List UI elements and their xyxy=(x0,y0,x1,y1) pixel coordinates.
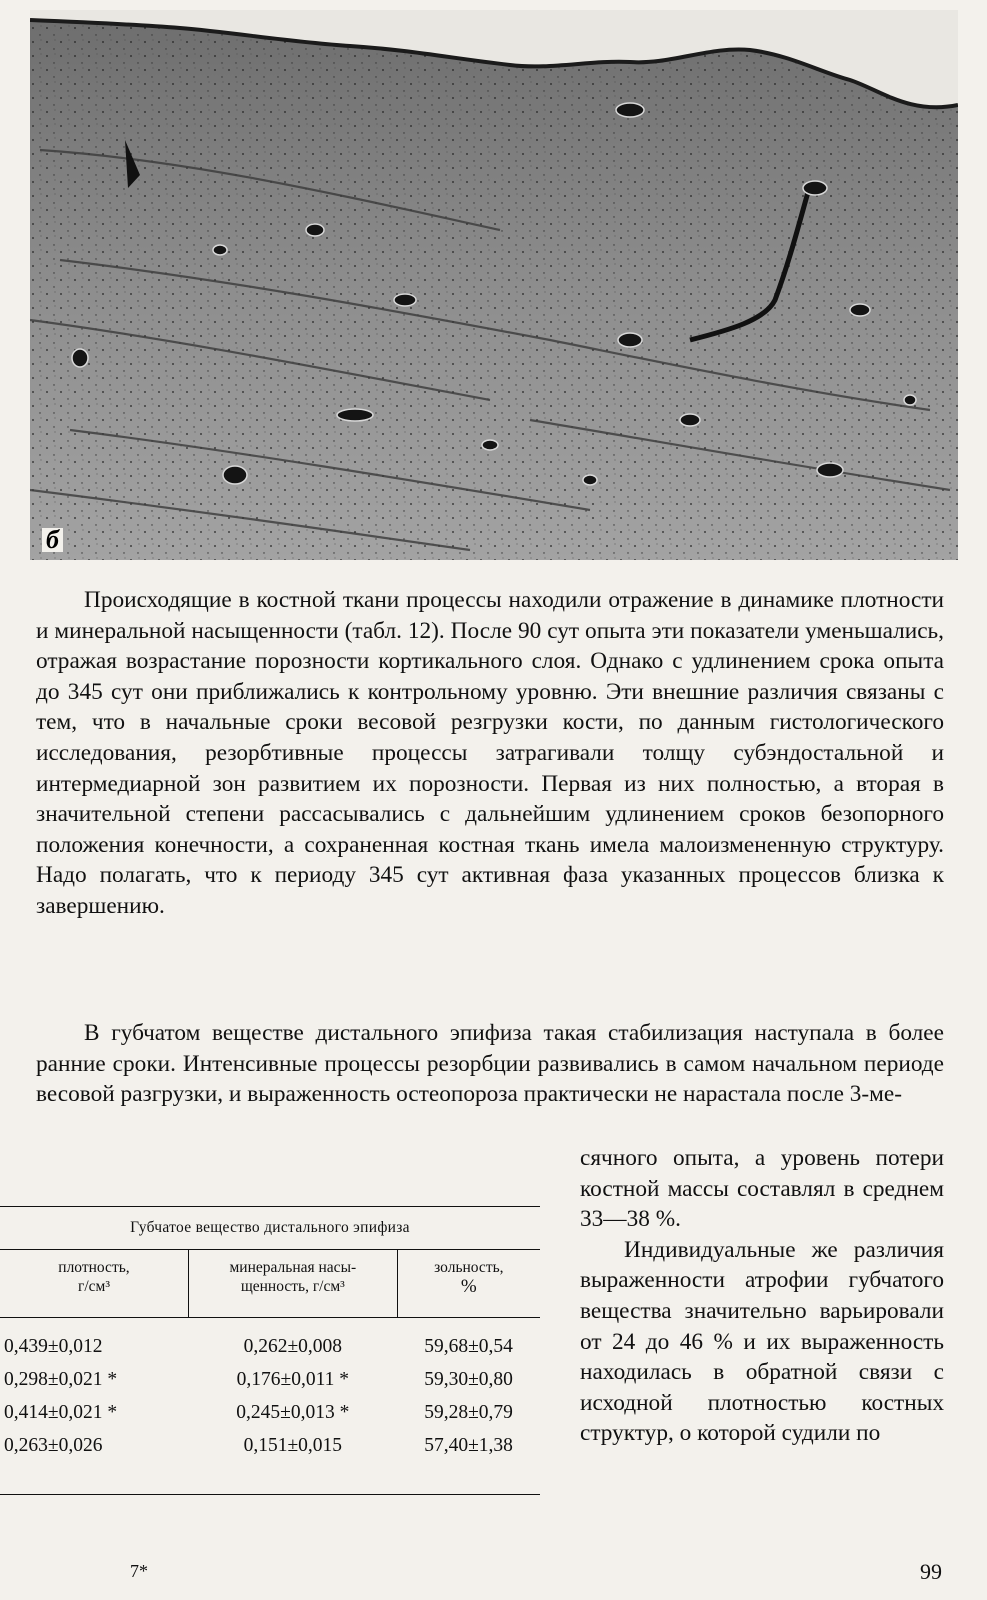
table-row xyxy=(0,1429,540,1462)
header-ash-content xyxy=(397,1250,540,1318)
signature-mark: 7* xyxy=(130,1561,148,1581)
header-unit: г/см³ xyxy=(77,1278,110,1295)
table-cell: 0,414±0,021 * xyxy=(4,1401,118,1423)
paragraph-4: Индивидуальные же различия выраженности атрофии губчатого вещества значительно варьировали от 24 до 46 % и их выраженность находилась в обратной связи с исходной плотностью костных структур, о которой судили по xyxy=(580,1236,944,1447)
header-line: зольность, xyxy=(434,1259,504,1276)
table-row xyxy=(0,1363,540,1396)
table-cell: 57,40±1,38 xyxy=(424,1434,513,1456)
table-cell: 0,245±0,013 * xyxy=(236,1401,350,1423)
figure-label: б xyxy=(42,528,63,552)
side-column xyxy=(580,1143,944,1449)
table-cell: 59,68±0,54 xyxy=(424,1335,513,1357)
header-line: минеральная насы- xyxy=(229,1259,357,1276)
table-row xyxy=(0,1330,540,1363)
table-cell: 0,439±0,012 xyxy=(4,1335,103,1357)
header-density xyxy=(0,1250,188,1318)
bone-tissue-micrograph xyxy=(30,10,958,560)
table-cell: 0,151±0,015 xyxy=(243,1434,343,1456)
table-cell: 0,262±0,008 xyxy=(243,1335,343,1357)
table-cell: 0,263±0,026 xyxy=(4,1434,103,1456)
data-table xyxy=(0,1206,540,1495)
table-row xyxy=(0,1396,540,1429)
header-unit: % xyxy=(460,1276,477,1297)
paragraph-2: В губчатом веществе дистального эпифиза такая стабилизация наступала в более ранние сроки. Интенсивные процессы резорбции развивались в самом начальном периоде весовой разгрузки, и выраженность остеопороза практически не нарастала после 3-ме- xyxy=(36,1020,944,1108)
table-cell: 59,30±0,80 xyxy=(424,1368,513,1390)
table-cell: 0,298±0,021 * xyxy=(4,1368,118,1390)
header-mineral-saturation xyxy=(188,1250,397,1318)
paragraph-1: Происходящие в костной ткани процессы находили отражение в динамике плотности и минеральной насыщенности (табл. 12). После 90 сут опыта эти показатели уменьшались, отражая возрастание порозности кортикального слоя. Однако с удлинением срока опыта до 345 сут они приближались к контрольному уровню. Эти внешние различия связаны с тем, что в начальные сроки весовой резгрузки кости, по данным гистологического исследования, резорбтивные процессы затрагивали толщу субэндостальной и интермедиарной зон развитием их порозности. Первая из них полностью, а вторая в значительной степени рассасывались с дальнейшим удлинением сроков безопорного положения конечности, а сохраненная костная ткань имела малоизмененную структуру. Надо полагать, что к периоду 345 сут активная фаза указанных процессов близка к завершению. xyxy=(36,587,944,919)
header-line: плотность, xyxy=(58,1259,130,1276)
table-cell: 0,176±0,011 * xyxy=(236,1368,349,1390)
paragraph-3: сячного опыта, а уровень потери костной массы составлял в среднем 33—38 %. xyxy=(580,1145,944,1233)
header-unit: щенность, г/см³ xyxy=(240,1278,345,1295)
table-title: Губчатое вещество дистального эпифиза xyxy=(0,1207,540,1250)
table-cell: 59,28±0,79 xyxy=(424,1401,513,1423)
micrograph-figure xyxy=(30,10,958,560)
page-number: 99 xyxy=(920,1559,942,1584)
